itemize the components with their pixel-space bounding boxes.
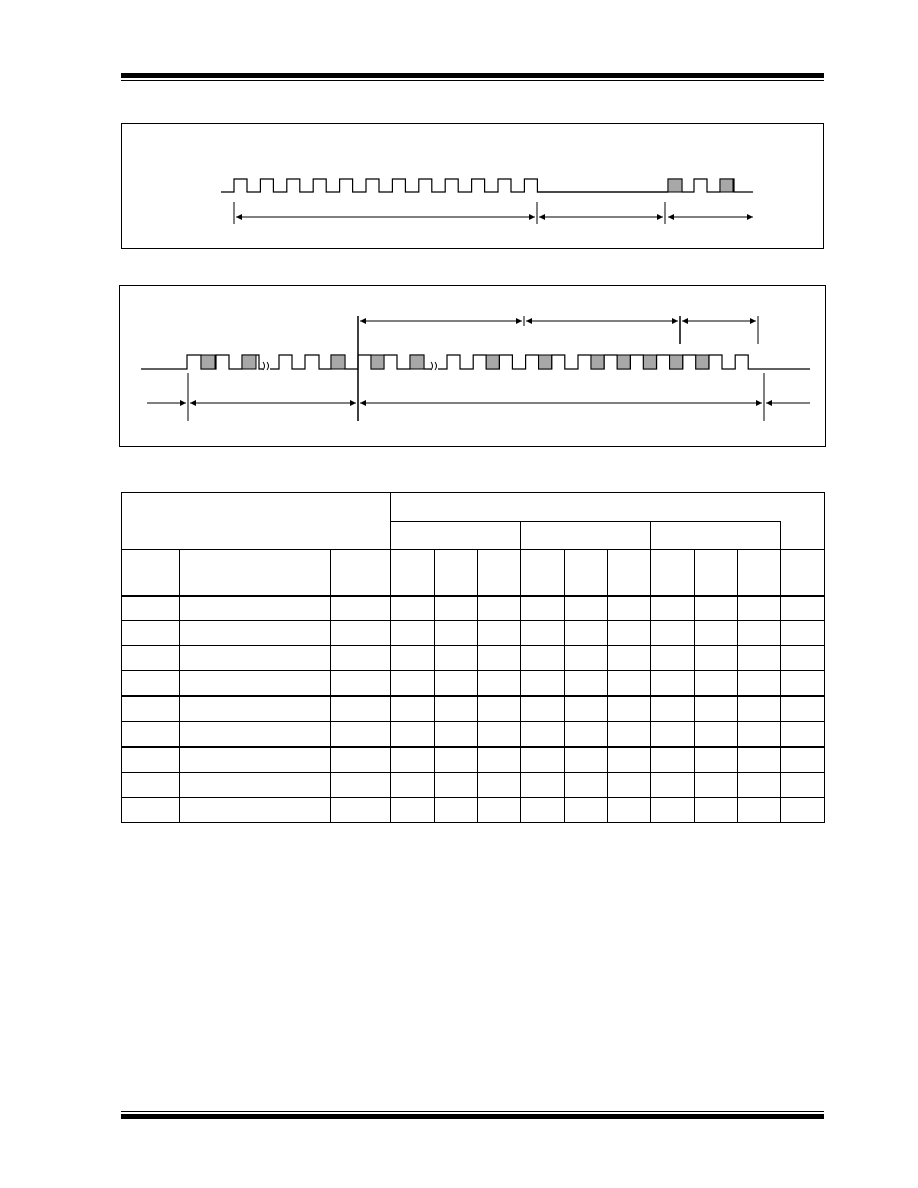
table-cell — [651, 798, 695, 823]
table-cell — [180, 798, 331, 823]
footer-rule-thin — [121, 1111, 824, 1112]
characteristics-table — [121, 492, 825, 823]
table-cell — [781, 621, 825, 646]
table-cell — [122, 798, 180, 823]
shaded-bit — [591, 355, 604, 369]
table-cell — [435, 671, 478, 697]
clock-waveform-first-segment — [221, 179, 668, 192]
table-cell — [738, 722, 781, 748]
table-cell — [608, 773, 651, 798]
table-cell — [478, 646, 521, 671]
table-cell — [738, 596, 781, 621]
table-cell — [651, 773, 695, 798]
arrow-head — [657, 214, 663, 220]
table-cell — [331, 722, 391, 748]
table-cell — [122, 696, 180, 722]
arrow-head — [350, 400, 356, 406]
shaded-bit — [720, 179, 733, 192]
table-cell — [695, 671, 738, 697]
table-cell — [391, 596, 435, 621]
arrow-head — [672, 318, 678, 324]
table-subgroup-cell-units — [781, 522, 825, 550]
shaded-bit — [696, 355, 709, 369]
header-rule-thin — [121, 80, 824, 81]
table-row — [122, 696, 825, 722]
table-cell — [738, 671, 781, 697]
table-cell — [331, 773, 391, 798]
table-cell — [781, 671, 825, 697]
table-cell — [478, 596, 521, 621]
table-cell — [435, 646, 478, 671]
table-title-row — [122, 493, 825, 522]
arrow-head — [766, 400, 772, 406]
arrow-head — [526, 318, 532, 324]
table-cell — [435, 696, 478, 722]
arrow-head — [236, 214, 242, 220]
table-column-header-row — [122, 550, 825, 597]
table-subgroup-cell-1 — [391, 522, 521, 550]
table-cell — [608, 798, 651, 823]
shaded-bit — [668, 179, 682, 192]
arrow-head — [668, 214, 674, 220]
table-cell — [180, 747, 331, 773]
table-cell — [331, 747, 391, 773]
table-cell — [781, 773, 825, 798]
col-header-min-1 — [391, 550, 435, 597]
col-header-max-2 — [608, 550, 651, 597]
table-cell — [478, 773, 521, 798]
col-header-characteristic — [180, 550, 331, 597]
table-cell — [608, 671, 651, 697]
table-cell — [781, 722, 825, 748]
table-cell — [521, 722, 565, 748]
table-cell — [122, 722, 180, 748]
arrow-head — [539, 214, 545, 220]
table-cell — [695, 798, 738, 823]
table-cell — [738, 773, 781, 798]
table-row — [122, 722, 825, 748]
col-header-max-1 — [478, 550, 521, 597]
table-cell — [331, 671, 391, 697]
table-cell — [565, 722, 608, 748]
table-cell — [521, 646, 565, 671]
table-cell — [781, 798, 825, 823]
table-subgroup-cell-2 — [521, 522, 651, 550]
table-row — [122, 671, 825, 697]
shaded-bit — [617, 355, 630, 369]
table-cell — [122, 747, 180, 773]
table-cell — [122, 773, 180, 798]
break-mark — [431, 362, 437, 370]
table-cell — [781, 747, 825, 773]
table-cell — [521, 621, 565, 646]
table-cell — [608, 596, 651, 621]
table-cell — [695, 696, 738, 722]
table-cell — [180, 646, 331, 671]
table-cell — [565, 596, 608, 621]
table-cell — [122, 646, 180, 671]
table-cell — [180, 773, 331, 798]
table-row — [122, 621, 825, 646]
table-cell — [391, 671, 435, 697]
table-cell — [651, 596, 695, 621]
table-cell — [738, 798, 781, 823]
shaded-bit — [670, 355, 683, 369]
table-cell — [391, 621, 435, 646]
header-rule-thick — [121, 73, 824, 78]
table-row — [122, 747, 825, 773]
arrow-head — [360, 400, 366, 406]
col-header-typ-1 — [435, 550, 478, 597]
shaded-bit — [242, 355, 256, 369]
table-cell — [478, 671, 521, 697]
table-cell — [122, 596, 180, 621]
table-cell — [331, 696, 391, 722]
col-header-min-3 — [651, 550, 695, 597]
table-cell — [608, 722, 651, 748]
arrow-head — [516, 318, 522, 324]
table-cell — [738, 696, 781, 722]
table-cell — [391, 773, 435, 798]
table-cell — [391, 747, 435, 773]
table-cell — [738, 621, 781, 646]
timing-diagram-bottom — [120, 286, 827, 448]
shaded-bit — [371, 355, 384, 369]
table-cell — [478, 696, 521, 722]
table-cell — [608, 621, 651, 646]
table-cell — [608, 646, 651, 671]
table-cell — [608, 747, 651, 773]
table-row — [122, 596, 825, 621]
table-cell — [565, 646, 608, 671]
table-cell — [478, 747, 521, 773]
table-cell — [122, 671, 180, 697]
arrow-head — [180, 400, 186, 406]
arrow-head — [190, 400, 196, 406]
table-cell — [521, 696, 565, 722]
table-cell — [521, 747, 565, 773]
table-cell — [781, 596, 825, 621]
table-cell — [651, 646, 695, 671]
table-cell — [651, 671, 695, 697]
arrow-head — [682, 318, 688, 324]
table-cell — [695, 722, 738, 748]
table-cell — [565, 696, 608, 722]
table-cell — [391, 646, 435, 671]
table-cell — [180, 722, 331, 748]
arrow-head — [747, 214, 753, 220]
table-cell — [478, 722, 521, 748]
col-header-typ-3 — [695, 550, 738, 597]
table-cell — [521, 773, 565, 798]
table-cell — [122, 621, 180, 646]
table-cell — [608, 696, 651, 722]
arrow-head — [529, 214, 535, 220]
table-cell — [435, 722, 478, 748]
table-cell — [180, 596, 331, 621]
table-cell — [435, 773, 478, 798]
table-cell — [695, 646, 738, 671]
timing-figure-bottom — [119, 285, 826, 447]
table-cell — [391, 722, 435, 748]
table-cell — [391, 798, 435, 823]
shaded-bit — [539, 355, 552, 369]
arrow-head — [756, 400, 762, 406]
clock-waveform-segment-b — [270, 355, 431, 369]
break-mark — [263, 362, 269, 370]
arrow-head — [750, 318, 756, 324]
table-caption-cell — [122, 493, 391, 550]
timing-figure-top — [121, 123, 824, 249]
table-cell — [695, 596, 738, 621]
table-cell — [435, 621, 478, 646]
shaded-bit — [201, 355, 215, 369]
table-cell — [651, 621, 695, 646]
table-cell — [565, 671, 608, 697]
footer-rule-thick — [121, 1114, 824, 1119]
table-subgroup-cell-3 — [651, 522, 781, 550]
table-cell — [565, 798, 608, 823]
table-cell — [180, 621, 331, 646]
shaded-bit — [486, 355, 499, 369]
table-group-title-cell — [391, 493, 825, 522]
table-cell — [695, 747, 738, 773]
table-cell — [180, 696, 331, 722]
col-header-typ-2 — [565, 550, 608, 597]
table-cell — [565, 621, 608, 646]
table-cell — [781, 646, 825, 671]
table-row — [122, 798, 825, 823]
col-header-min-2 — [521, 550, 565, 597]
table-row — [122, 773, 825, 798]
shaded-bit — [643, 355, 656, 369]
table-cell — [180, 671, 331, 697]
table-cell — [521, 596, 565, 621]
shaded-bit — [410, 355, 424, 369]
table-cell — [738, 646, 781, 671]
timing-diagram-top — [122, 124, 825, 250]
table-cell — [478, 798, 521, 823]
table-cell — [651, 696, 695, 722]
arrow-head — [360, 318, 366, 324]
table-cell — [651, 722, 695, 748]
table-cell — [331, 596, 391, 621]
table-cell — [695, 621, 738, 646]
table-cell — [435, 747, 478, 773]
col-header-symbol — [331, 550, 391, 597]
table-cell — [651, 747, 695, 773]
table-row — [122, 646, 825, 671]
col-header-max-3 — [738, 550, 781, 597]
table-cell — [391, 696, 435, 722]
table-cell — [565, 747, 608, 773]
table-cell — [435, 596, 478, 621]
shaded-bit — [331, 355, 345, 369]
table-cell — [521, 798, 565, 823]
table-cell — [331, 798, 391, 823]
table-cell — [781, 696, 825, 722]
table-cell — [331, 646, 391, 671]
table-cell — [565, 773, 608, 798]
table-cell — [331, 621, 391, 646]
table-cell — [478, 621, 521, 646]
table-cell — [738, 747, 781, 773]
table-cell — [695, 773, 738, 798]
col-header-param-no — [122, 550, 180, 597]
table-cell — [521, 671, 565, 697]
table-cell — [435, 798, 478, 823]
col-header-units — [781, 550, 825, 597]
